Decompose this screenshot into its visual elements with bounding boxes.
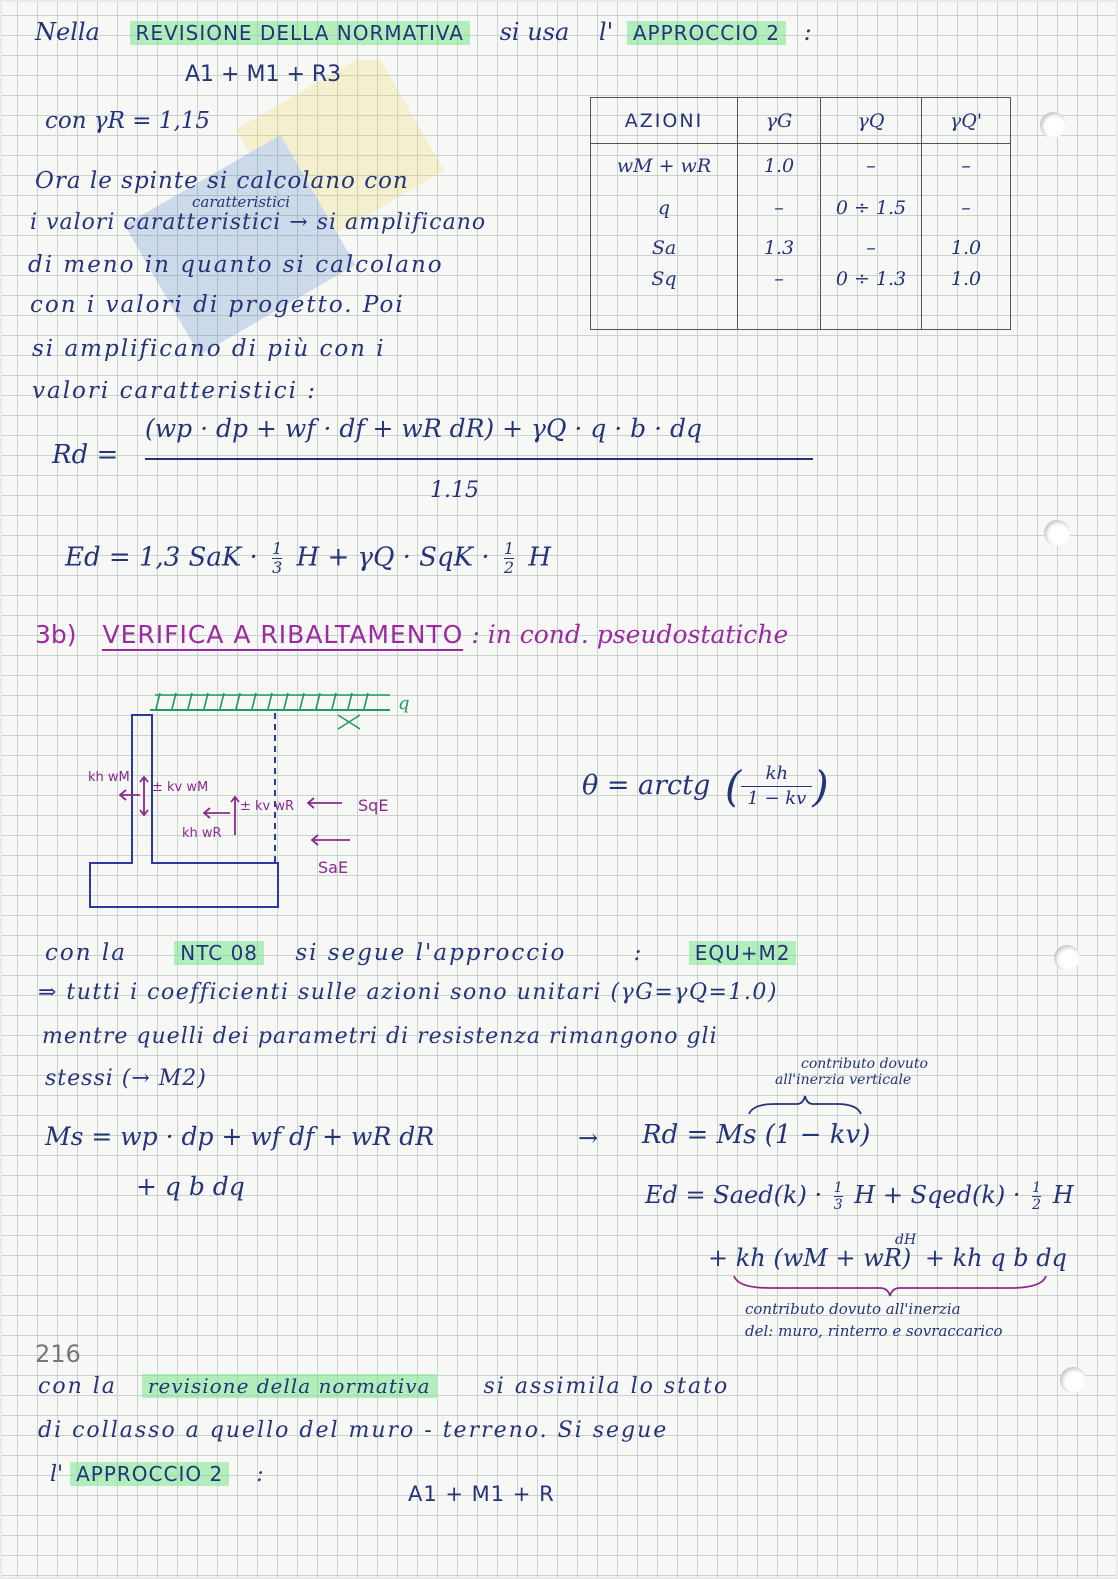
table-cell: – (738, 188, 821, 228)
fraction (504, 540, 514, 577)
binder-hole (1040, 112, 1066, 138)
force-label: SaE (318, 858, 349, 877)
paren: ) (812, 762, 829, 811)
ed3-equation (708, 1244, 1067, 1272)
table-cell: 0 ÷ 1.5 (821, 188, 922, 228)
table-header: γG (738, 98, 821, 144)
paragraph-line: i valori caratteristici → si amplificano (30, 210, 487, 235)
ed-equation (65, 540, 551, 577)
ed-part: Ed = 1,3 SaK · (65, 542, 258, 573)
brace-top (745, 1094, 865, 1116)
table-cell: 1.0 (922, 268, 1011, 330)
colon: : (803, 18, 812, 46)
ms-equation-cont: + q b dq (136, 1172, 245, 1201)
force-label: SqE (358, 796, 389, 815)
combination-2: A1 + M1 + R (408, 1482, 555, 1506)
highlight-equ: EQU+M2 (689, 941, 797, 965)
ed-part: Ed = Saed(k) · (645, 1181, 823, 1209)
force-label: kh wR (182, 826, 222, 841)
table-cell: – (922, 188, 1011, 228)
arrow-icon: → (578, 1124, 599, 1152)
denominator: 3 (833, 1197, 843, 1213)
binder-hole (1060, 1367, 1086, 1393)
table-cell: – (922, 144, 1011, 188)
ms-equation: Ms = wp · dp + wf df + wR dR (45, 1122, 435, 1151)
denominator: 3 (272, 558, 283, 577)
section-heading (35, 620, 788, 649)
force-label: kh wM (88, 770, 130, 785)
combination-1: A1 + M1 + R3 (185, 62, 342, 87)
annotation-top (775, 1056, 928, 1088)
ed-part: H (528, 542, 551, 573)
highlight-normativa: REVISIONE DELLA NORMATIVA (130, 21, 470, 45)
paragraph-line: con i valori di progetto. Poi (30, 292, 405, 318)
numerator: 1 (272, 539, 283, 558)
rd-numerator: (wp · dp + wf · df + wR dR) + γQ · q · b · dq (145, 414, 702, 443)
colon: : (256, 1462, 264, 1487)
force-label: ± kv wR (240, 799, 295, 814)
denominator: 1 − kv (747, 788, 807, 809)
paragraph-line: si amplificano di più con i (32, 336, 386, 362)
final-line (50, 1462, 264, 1487)
fraction (741, 762, 812, 811)
word: si segue l'approccio (295, 940, 567, 966)
highlight-approccio-2: APPROCCIO 2 (70, 1462, 229, 1486)
table-header: AZIONI (591, 98, 738, 144)
denominator: 2 (1032, 1197, 1042, 1213)
table-header: γQ' (922, 98, 1011, 144)
ed-part: H + Sqed(k) · (854, 1181, 1021, 1209)
surcharge-label: q (398, 693, 410, 714)
inserted-word: caratteristici (192, 193, 291, 211)
section-number: 3b) (35, 620, 77, 649)
table-cell: Sq (591, 268, 738, 330)
word: con la (38, 1374, 117, 1399)
section-title: VERIFICA A RIBALTAMENTO (102, 620, 464, 649)
annotation-line: del: muro, rinterro e sovraccarico (745, 1322, 1003, 1340)
final-line (38, 1374, 729, 1399)
highlight-approccio: APPROCCIO 2 (627, 21, 786, 45)
word: si usa (499, 18, 570, 46)
word: Nella (35, 18, 100, 46)
highlight-revisione: revisione della normativa (142, 1374, 437, 1398)
word: con la (45, 940, 127, 966)
ed-part: H + γQ · SqK · (296, 542, 490, 573)
rd2-equation: Rd = Ms (1 − kv) (642, 1120, 871, 1150)
table-cell: q (591, 188, 738, 228)
paragraph-line: mentre quelli dei parametri di resistenza rimangono gli (42, 1024, 718, 1049)
fraction (834, 1180, 843, 1213)
table-cell: – (821, 228, 922, 268)
rd-lhs: Rd = (52, 440, 119, 470)
theta-lhs: θ = arctg (582, 770, 711, 801)
intro-line (35, 18, 812, 46)
annotation-bottom (745, 1298, 1003, 1342)
highlight-ntc: NTC 08 (174, 941, 264, 965)
ntc-line: con la NTC 08 si segue l'approccio : EQU+M2 (45, 940, 796, 966)
fraction-bar (145, 458, 813, 460)
table-header: γQ (821, 98, 922, 144)
table-cell: 1.3 (738, 228, 821, 268)
table-row (591, 144, 1011, 188)
table-row (591, 228, 1011, 268)
binder-hole (1054, 945, 1080, 971)
force-label: ± kv wM (152, 780, 209, 795)
table-cell: – (738, 268, 821, 330)
retaining-wall-diagram (80, 685, 440, 915)
annotation-line: contributo dovuto all'inerzia (745, 1300, 961, 1318)
dh-annotation: dH (895, 1232, 917, 1248)
word: l' (50, 1462, 64, 1487)
ed-part: + kh (wM + wR) (708, 1244, 912, 1272)
word: l' (598, 18, 614, 46)
final-line: di collasso a quello del muro - terreno. Si segue (38, 1418, 669, 1443)
coefficients-table (590, 97, 1011, 330)
table-cell: – (821, 144, 922, 188)
paragraph-line: ⇒ tutti i coefficienti sulle azioni sono unitari (γG=γQ=1.0) (38, 980, 778, 1005)
section-subtitle: : in cond. pseudostatiche (471, 620, 789, 649)
ed-part: + kh q b dq (924, 1244, 1067, 1272)
rd-denominator: 1.15 (430, 478, 479, 503)
paragraph-line: stessi (→ M2) (45, 1066, 207, 1091)
fraction (272, 540, 282, 577)
paragraph-line: valori caratteristici : (32, 378, 318, 404)
table-cell: 1.0 (922, 228, 1011, 268)
numerator: kh (741, 762, 812, 787)
paragraph-line: di meno in quanto si calcolano (28, 252, 444, 278)
ed-part: H (1052, 1181, 1074, 1209)
table-cell: 0 ÷ 1.3 (821, 268, 922, 330)
numerator: 1 (1032, 1180, 1042, 1196)
table-cell: wM + wR (591, 144, 738, 188)
brace-bottom (730, 1274, 1050, 1298)
numerator: 1 (503, 539, 515, 558)
numerator: 1 (833, 1180, 843, 1196)
fraction (1032, 1180, 1041, 1213)
binder-hole (1044, 520, 1070, 546)
paren: ( (724, 762, 742, 811)
table-row (591, 188, 1011, 228)
ed2-equation (645, 1180, 1074, 1213)
page-number: 216 (35, 1340, 81, 1368)
gamma-r: con γR = 1,15 (45, 108, 211, 134)
annotation-line: all'inerzia verticale (775, 1072, 912, 1088)
theta-equation (582, 762, 829, 811)
word: si assimila lo stato (483, 1374, 730, 1399)
paragraph-line: Ora le spinte si calcolano con (35, 168, 409, 194)
denominator: 2 (503, 558, 515, 577)
table-cell: Sa (591, 228, 738, 268)
annotation-line: contributo dovuto (801, 1056, 928, 1072)
table-cell: 1.0 (738, 144, 821, 188)
table-row (591, 268, 1011, 330)
